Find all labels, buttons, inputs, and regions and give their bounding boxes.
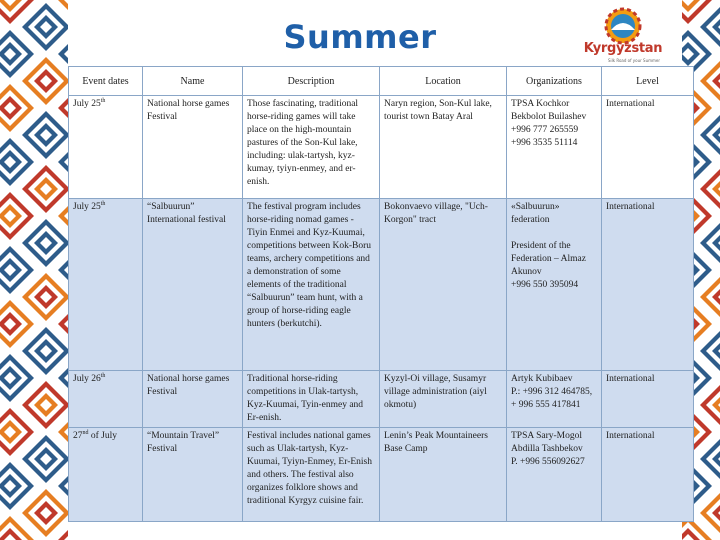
header-level: Level: [602, 67, 694, 96]
event-organizations: «Salbuurun» federation President of the Federation – Almaz Akunov +996 550 395094: [507, 199, 602, 371]
event-level: International: [602, 96, 694, 199]
events-table: [68, 66, 694, 522]
event-organizations: Artyk Kubibaev P.: +996 312 464785, + 996 555 417841: [507, 371, 602, 428]
header-event-dates: Event dates: [69, 67, 143, 96]
event-location: Kyzyl-Oi village, Susamyr village administration (aiyl okmotu): [380, 371, 507, 428]
header-description: Description: [243, 67, 380, 96]
event-name: National horse games Festival: [143, 371, 243, 428]
event-level: International: [602, 371, 694, 428]
event-date: July 26th: [69, 371, 143, 428]
table-row: [69, 371, 694, 428]
event-organizations: TPSA Kochkor Bekbolot Builashev +996 777 265559 +996 3535 51114: [507, 96, 602, 199]
event-date: July 25th: [69, 96, 143, 199]
event-level: International: [602, 428, 694, 522]
event-organizations: TPSA Sary-Mogol Abdilla Tashbekov P. +996 556092627: [507, 428, 602, 522]
logo-text: Kyrgyzstan: [583, 41, 663, 56]
sun-emblem-icon: [566, 6, 680, 46]
event-date: July 25th: [69, 199, 143, 371]
event-name: “Salbuurun” International festival: [143, 199, 243, 371]
event-level: International: [602, 199, 694, 371]
header-name: Name: [143, 67, 243, 96]
event-name: “Mountain Travel” Festival: [143, 428, 243, 522]
header-location: Location: [380, 67, 507, 96]
table-header-row: [69, 67, 694, 96]
table-row: [69, 199, 694, 371]
header-organizations: Organizations: [507, 67, 602, 96]
event-description: Festival includes national games such as Ulak-tartysh, Kyz-Kuumai, Tyiyn-Enmey, Er-Enish and others. The festival also organizes folklore shows and traditional Kyrgyz cuisine fair.: [243, 428, 380, 522]
page-title: Summer: [283, 18, 437, 56]
table-row: [69, 428, 694, 522]
event-location: Lenin’s Peak Mountaineers Base Camp: [380, 428, 507, 522]
logo-tagline: Silk Road of your Summer: [608, 58, 661, 63]
event-description: Traditional horse-riding competitions in Ulak-tartysh, Kyz-Kuumai, Tyin-enmey and Er-enish.: [243, 371, 380, 428]
event-location: Bokonvaevo village, "Uch-Korgon" tract: [380, 199, 507, 371]
event-date: 27nd of July: [69, 428, 143, 522]
event-description: The festival program includes horse-riding nomad games - Tiyin Enmei and Kyz-Kuumai, competitions between Kok-Boru teams, archery competitions and a demonstration of some elements of the traditional “Salbuurun” team hunt, with a group of horse-riding eagle hunters (berkutchi).: [243, 199, 380, 371]
kyrgyzstan-logo: [566, 6, 680, 64]
event-description: Those fascinating, traditional horse-riding games will take place on the high-mountain pastures of the Son-Kul lake, including: ulak-tartysh, kyz-kumay, tyiyn-enmey, and er-enish.: [243, 96, 380, 199]
event-location: Naryn region, Son-Kul lake, tourist town Batay Aral: [380, 96, 507, 199]
table-row: [69, 96, 694, 199]
event-name: National horse games Festival: [143, 96, 243, 199]
kilim-pattern-left: [0, 0, 68, 540]
